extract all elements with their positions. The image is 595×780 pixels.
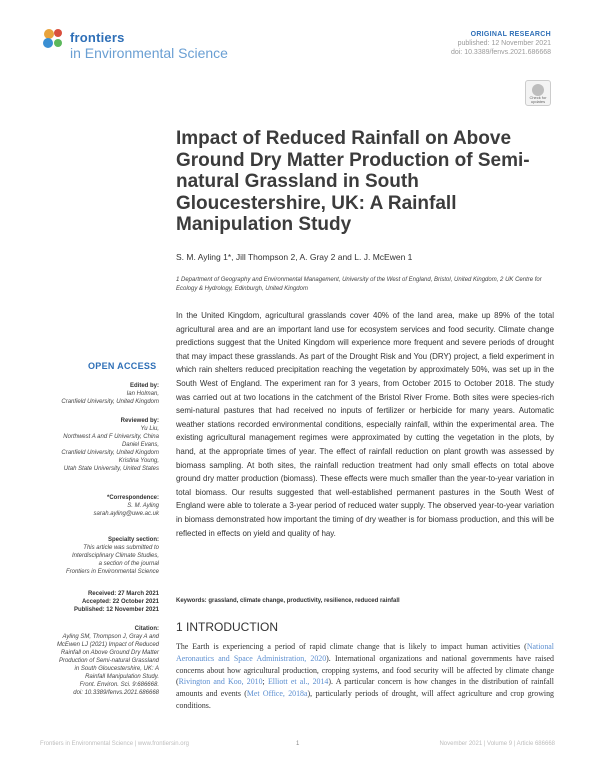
check-for-updates-badge[interactable] <box>525 80 551 106</box>
edited-by <box>61 382 159 406</box>
citation-link[interactable]: National Aeronautics and Space Administration, 2020 <box>176 642 554 663</box>
keywords <box>176 598 554 604</box>
intro-text: ; <box>262 677 268 687</box>
footer-issue: November 2021 | Volume 9 | Article 686668 <box>439 741 555 747</box>
keywords-label: Keywords: <box>176 598 207 604</box>
citation-line: McEwen LJ (2021) Impact of Reduced <box>56 642 159 648</box>
intro-paragraph <box>176 641 554 712</box>
citation-link[interactable]: Rivington and Koo, 2010 <box>178 677 263 687</box>
published-date-side: Published: 12 November 2021 <box>73 607 159 613</box>
correspondent-name: S. M. Ayling <box>127 503 159 509</box>
reviewer-line: Yu Liu, <box>140 426 159 432</box>
journal-name: in Environmental Science <box>70 45 228 61</box>
citation <box>57 625 159 697</box>
reviewer-line: Daniel Evans, <box>121 442 159 448</box>
editor-name: Ian Holman, <box>126 391 159 397</box>
citation-link[interactable]: Elliott et al., 2014 <box>267 677 329 687</box>
intro-text: ). International organizations and national governments have raised concerns about how agricultural production, cropping systems, and food security will be affected by climate change ( <box>176 653 554 687</box>
article-type: ORIGINAL RESEARCH <box>470 31 551 38</box>
section-heading: 1 INTRODUCTION <box>176 620 278 634</box>
reviewed-by <box>61 417 159 473</box>
citation-line: Ayling SM, Thompson J, Gray A and <box>62 634 159 640</box>
abstract: In the United Kingdom, agricultural grasslands cover 40% of the land area, make up 89% of the total agricultural area and are an important land use for ecosystem services and food security. Climate change predictions suggest that the United Kingdom will experience more frequent and severe periods of drought that may impact these grasslands. As part of the Drought Risk and You (DRY) project, a field experiment in which rain shelters reduced precipitation reaching the vegetation by approximately 50%, was set up in the South West of England. The experiment ran for 3 years, from October 2015 to October 2018. The study was carried out at two locations in the catchment of the Bristol River Frome. Both sites were species-rich semi-natural pastures that had received no inputs of fertilizer or herbicide for many years. Automatic weather stations recorded environmental conditions, especially rainfall, within the experimental area. The existing agricultural management regimes were approximated by cutting the vegetation in the plots, by hand, at the appropriate times of year. The effect of rainfall reduction on plant growth was assessed by biomass sampling. At both sites, the rainfall reduction treatment had only small effects on total above ground dry matter production (biomass). These effects were much smaller than the year-to-year variation in total biomass. Our results suggested that well-established permanent pastures in the South West of England were able to tolerate a 3-year period of reduced water supply. The observed year-to-year variation in biomass demonstrated how important the timing of dry weather is for biomass production, and this will be reflected in effects on yield and quality of hay. <box>176 311 554 538</box>
received-date: Received: 27 March 2021 <box>87 591 159 597</box>
correspondence <box>94 494 159 518</box>
intro-text: ), particularly periods of drought, will affect agriculture and crop growing conditions. <box>176 689 554 710</box>
specialty-line: Frontiers in Environmental Science <box>65 569 159 575</box>
citation-line: doi: 10.3389/fenvs.2021.686668 <box>73 690 159 696</box>
accepted-date: Accepted: 22 October 2021 <box>81 599 159 605</box>
citation-line: Front. Environ. Sci. 9:686668. <box>79 682 159 688</box>
correspondence-label: *Correspondence: <box>106 495 159 501</box>
specialty-line: Interdisciplinary Climate Studies, <box>71 553 159 559</box>
specialty-line: This article was submitted to <box>83 545 159 551</box>
affiliations: 1 Department of Geography and Environmental Management, University of the West of England, Bristol, United Kingdom, 2 UK Centre for Ecology & Hydrology, Edinburgh, United Kingdom <box>176 277 542 292</box>
citation-line: in South Gloucestershire, UK: A <box>74 666 159 672</box>
citation-link[interactable]: Met Office, 2018a <box>246 689 308 699</box>
citation-line: Production of Semi-natural Grassland <box>58 658 159 664</box>
dates <box>74 590 159 614</box>
citation-label: Citation: <box>134 626 159 632</box>
reviewer-line: Northwest A and F University, China <box>63 434 159 440</box>
correspondent-email[interactable]: sarah.ayling@uwe.ac.uk <box>93 511 159 517</box>
reviewer-line: Utah State University, United States <box>63 466 159 472</box>
intro-text: ). A particular concern is how changes in the distribution of rainfall amounts and events ( <box>176 677 554 699</box>
published-date: published: 12 November 2021 <box>457 40 551 47</box>
doi[interactable]: doi: 10.3389/fenvs.2021.686668 <box>450 49 551 56</box>
editor-affil: Cranfield University, United Kingdom <box>61 399 159 405</box>
specialty-label: Specialty section: <box>107 537 159 543</box>
specialty-section <box>66 536 159 576</box>
article-meta <box>451 30 551 57</box>
specialty-line: a section of the journal <box>98 561 159 567</box>
open-access-label: OPEN ACCESS <box>88 361 157 371</box>
badge-label: Check for updates <box>529 95 547 104</box>
reviewed-label: Reviewed by: <box>120 418 159 424</box>
citation-line: Rainfall Manipulation Study. <box>85 674 159 680</box>
footer-journal[interactable]: Frontiers in Environmental Science | www.frontiersin.org <box>40 741 189 747</box>
journal-brand: frontiers <box>70 30 125 45</box>
reviewer-line: Kristina Young, <box>118 458 159 464</box>
article-title: Impact of Reduced Rainfall on Above Ground Dry Matter Production of Semi-natural Grassland in South Gloucestershire, UK: A Rainfall Manipulation Study <box>176 128 530 235</box>
reviewer-line: Cranfield University, United Kingdom <box>61 450 159 456</box>
authors: S. M. Ayling 1*, Jill Thompson 2, A. Gray 2 and L. J. McEwen 1 <box>176 252 413 262</box>
frontiers-logo-icon <box>40 26 68 52</box>
edited-label: Edited by: <box>129 383 159 389</box>
keywords-list: grassland, climate change, productivity, resilience, reduced rainfall <box>208 598 400 604</box>
citation-line: Rainfall on Above Ground Dry Matter <box>60 650 159 656</box>
intro-text: The Earth is experiencing a period of rapid climate change that is likely to impact human activities ( <box>176 642 527 651</box>
page-number: 1 <box>296 741 300 747</box>
